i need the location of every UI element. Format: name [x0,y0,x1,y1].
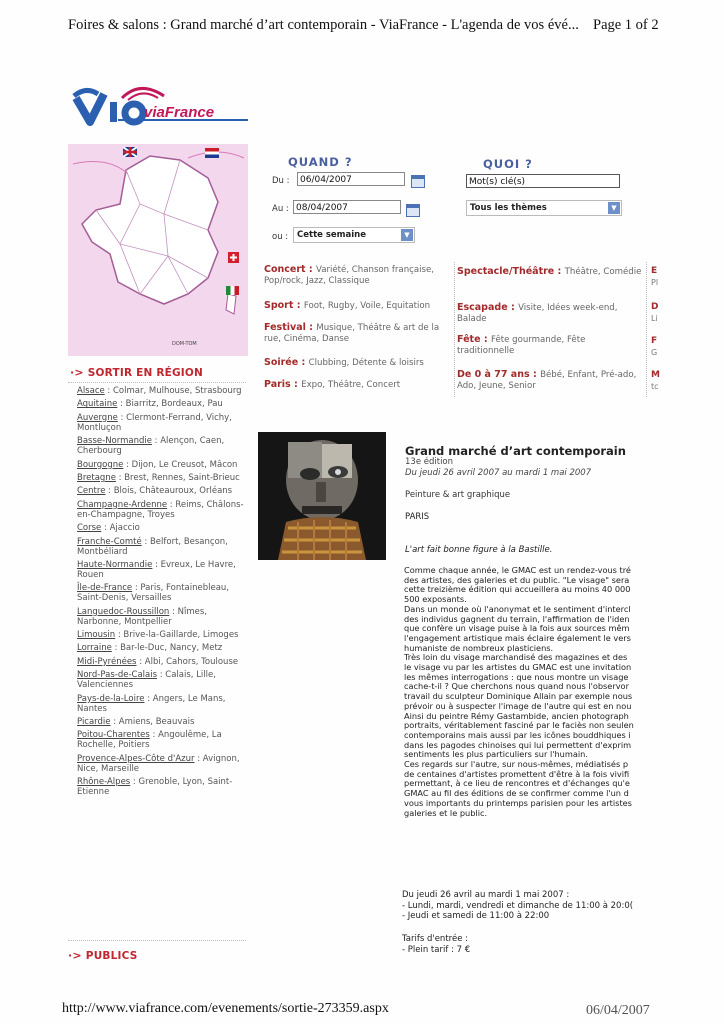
category-subitems-fragment: Pl [651,278,659,287]
region-item [77,386,247,396]
region-link[interactable]: Languedoc-Roussillon [77,606,170,617]
region-item [77,537,247,557]
category-title-link[interactable]: Escapade [457,302,508,313]
category-separator: : [554,266,565,277]
region-link[interactable]: Alsace [77,386,105,396]
calendar-icon[interactable] [411,175,425,188]
category-separator: : [480,334,491,345]
region-link[interactable]: Bourgogne [77,459,124,470]
category-subitems[interactable]: Bébé, Enfant, Pré-ado, Ado, Jeune, Senior [457,370,637,391]
sortir-en-region-title [70,366,203,379]
region-cities: : Evreux, Le Havre, Rouen [77,559,236,580]
region-item [77,460,247,470]
region-link[interactable]: Île-de-France [77,583,133,594]
arrow-icon: ·> [68,949,82,962]
publics-title[interactable] [68,949,137,962]
category-subitems[interactable]: Théâtre, Comédie [564,267,642,277]
period-select-value: Cette semaine [297,230,367,240]
region-link[interactable]: Limousin [77,630,116,641]
region-cities: : Angers, Le Mans, Nantes [77,693,226,714]
divider [68,382,246,383]
italy-flag-icon[interactable] [226,286,239,295]
theme-select-value: Tous les thèmes [470,203,547,213]
category-item-cut[interactable] [651,302,658,324]
region-link[interactable]: Pays-de-la-Loire [77,693,145,704]
netherlands-flag-icon[interactable] [205,148,219,158]
event-tarifs: Tarifs d'entrée : - Plein tarif : 7 € [402,934,471,955]
category-title-link[interactable]: Spectacle/Théâtre [457,266,555,277]
print-title: Foires & salons : Grand marché d’art contemporain - ViaFrance - L'agenda de vos évé... [68,17,579,33]
au-label: Au : [272,204,289,214]
region-item [77,523,247,533]
region-cities: : Alençon, Caen, Cherbourg [77,436,225,457]
category-separator: : [298,357,309,368]
france-region-map[interactable] [68,144,248,356]
region-cities: : Brive-la-Gaillarde, Limoges [115,630,239,641]
region-item [77,754,247,774]
category-title-link[interactable]: Festival [264,322,306,333]
category-subitems[interactable]: Expo, Théâtre, Concert [301,380,401,390]
du-label: Du : [272,176,290,186]
region-item [77,777,247,797]
category-subitems[interactable]: Foot, Rugby, Voile, Equitation [303,301,431,311]
swiss-flag-icon[interactable] [228,252,239,263]
divider [454,262,455,397]
category-title-link[interactable]: Paris [264,379,291,390]
region-cities: : Calais, Lille, Valenciennes [77,670,216,691]
category-subitems-fragment: tc [651,382,659,391]
category-subitems[interactable]: Musique, Théâtre & art de la rue, Cinéma, Danse [264,323,440,344]
region-cities: : Bar-le-Duc, Nancy, Metz [111,643,223,654]
region-cities: : Dijon, Le Creusot, Mâcon [123,459,238,470]
category-item-cut[interactable] [651,266,658,288]
region-link[interactable]: Aquitaine [77,399,118,410]
category-title-link[interactable]: Sport [264,300,294,311]
region-list [77,386,247,801]
region-link[interactable]: Centre [77,486,106,497]
category-separator: : [293,300,304,311]
category-item [457,369,643,392]
region-cities: : Avignon, Nice, Marseille [77,753,240,774]
region-item [77,607,247,627]
region-item [77,436,247,456]
region-item [77,500,247,520]
region-item [77,670,247,690]
category-subitems-fragment: G [651,348,658,357]
print-page-number: Page 1 of 2 [593,17,659,33]
date-to-input[interactable]: 08/04/2007 [293,200,401,214]
quoi-title: QUOI ? [483,157,533,171]
region-item [77,560,247,580]
region-cities: : Blois, Châteauroux, Orléans [105,486,233,497]
region-link[interactable]: Haute-Normandie [77,559,153,570]
category-subitems[interactable]: Fête gourmande, Fête traditionnelle [457,335,586,356]
category-item-cut[interactable] [651,370,660,392]
chevron-down-icon: ▼ [608,202,620,214]
keywords-input[interactable]: Mot(s) clé(s) [466,174,620,188]
region-link[interactable]: Bretagne [77,472,116,483]
category-separator: : [305,322,317,333]
region-cities: : Angoulême, La Rochelle, Poitiers [77,730,222,751]
category-separator: : [529,369,541,380]
region-cities: : Albi, Cahors, Toulouse [136,656,239,667]
logo-wordmark: viaFrance [144,104,215,121]
region-link[interactable]: Poitou-Charentes [77,730,150,741]
chevron-down-icon: ▼ [401,229,413,241]
region-link[interactable]: Champagne-Ardenne [77,499,168,510]
region-cities: : Reims, Châlons-en-Champagne, Troyes [77,499,244,520]
region-item [77,643,247,653]
event-city: PARIS [405,512,430,522]
category-title-link[interactable]: De 0 à 77 ans [457,369,530,380]
region-cities: : Nîmes, Narbonne, Montpellier [77,606,207,627]
region-cities: : Ajaccio [101,523,140,534]
category-title-link[interactable]: Fête [457,334,481,345]
event-schedule: Du jeudi 26 avril au mardi 1 mai 2007 : - Lundi, mardi, vendredi et dimanche de 11:00 à 20:0( - Jeudi et samedi de 11:00 à 22:00 [402,890,634,921]
region-cities: : Paris, Fontainebleau, Saint-Denis, Versailles [77,583,230,604]
region-item [77,694,247,714]
category-title-fragment: D [651,302,659,312]
print-header [68,17,668,34]
region-item [77,486,247,496]
event-title: Grand marché d’art contemporain [405,444,626,458]
region-item [77,730,247,750]
france-map-icon [68,144,248,356]
theme-select[interactable] [466,200,622,216]
category-item [457,266,643,278]
category-item [264,300,450,312]
divider [68,940,246,941]
event-edition: 13e édition [405,457,454,467]
print-footer-date: 06/04/2007 [586,1003,650,1018]
category-item [264,322,450,345]
region-item [77,717,247,727]
category-separator: : [507,302,519,313]
sortir-title-label: SORTIR EN RÉGION [87,367,204,379]
category-subitems-fragment: Li [651,314,658,323]
map-caption: DOM-TOM [172,341,197,347]
region-item [77,413,247,433]
uk-flag-icon[interactable] [123,147,137,157]
region-cities: : Colmar, Mulhouse, Strasbourg [104,386,242,396]
category-separator: : [290,379,302,390]
divider [646,262,647,397]
category-subitems[interactable]: Variété, Chanson française, Pop/rock, Jazz, Classique [264,265,435,286]
region-link[interactable]: Rhône-Alpes [77,777,131,788]
region-cities: : Amiens, Beauvais [110,717,195,728]
region-item [77,583,247,603]
region-link[interactable]: Midi-Pyrénées [77,656,137,667]
region-link[interactable]: Provence-Alpes-Côte d'Azur [77,753,195,764]
ou-label: ou : [272,232,289,242]
category-item [264,264,450,287]
region-item [77,473,247,483]
region-link[interactable]: Auvergne [77,412,118,423]
category-item [264,379,450,391]
region-cities: : Clermont-Ferrand, Vichy, Montluçon [77,412,232,433]
category-title-fragment: F [651,336,658,346]
category-item [264,357,450,369]
category-title-link[interactable]: Concert [264,264,306,275]
category-item [457,334,643,357]
region-link[interactable]: Basse-Normandie [77,436,152,447]
category-separator: : [305,264,316,275]
event-artwork-image [258,432,386,560]
region-link[interactable]: Lorraine [77,643,112,654]
category-subitems[interactable]: Clubbing, Détente & loisirs [308,358,424,368]
region-cities: : Belfort, Besançon, Montbéliard [77,536,228,557]
date-from-input[interactable]: 06/04/2007 [297,172,405,186]
publics-title-label: PUBLICS [85,950,138,962]
region-cities: : Brest, Rennes, Saint-Brieuc [115,472,240,483]
arrow-icon: ·> [70,366,84,379]
event-tagline: L'art fait bonne figure à la Bastille. [405,545,553,555]
event-category[interactable]: Peinture & art graphique [405,490,511,500]
category-title-fragment: E [651,266,658,276]
category-item [457,302,643,325]
event-description: Comme chaque année, le GMAC est un rendez-vous tré des artistes, des galeries et du public. "Le visage" sera cette treizième édition qui accueillera au moins 40 000 500 exposants. Dans un monde où l'anonymat et le sentiment d'intercl des individus gagnent du terrain, l'affirmation de l'iden que confère un visage puise à la fois aux sources mêm l'engagement artistique mais éclaire également le vers humaniste de nombreux plasticiens. Très loin du visage marchandisé des magazines et des le visage vu par les artistes du GMAC est une invitation les mêmes interrogations : que nous montre un visage cache-t-il ? Que cherchons nous quand nous l'observor travail du sculpteur Dominique Allain par exemple nous prévoir ou à suspecter l'image de l'autre qui est en nou Ainsi du peintre Rémy Gastambide, ancien photograph portraits, véritablement fasciné par le faciès non seulen contemporains mais aussi par les icônes bouddhiques i dans les pagodes chinoises qui lui permettent d'exprim sentiments les plus particuliers sur l'humain. Ces regards sur l'autre, sur nous-mêmes, médiatisés p de centaines d'artistes promettent d'être à la fois vivifi permettant, à ce lieu de rencontres et d'échanges qu'e GMAC au fil des éditions de se confirmer comme l'un d vous importants du printemps parisien pour les artistes galeries et le public. [404,566,634,818]
quand-title: QUAND ? [288,155,353,169]
viafrance-logo[interactable] [72,82,252,128]
print-footer-url: http://www.viafrance.com/evenements/sortie-273359.aspx [62,1001,389,1016]
calendar-icon[interactable] [406,204,420,217]
region-item [77,657,247,667]
category-title-fragment: M [651,370,660,380]
category-title-link[interactable]: Soirée [264,357,299,368]
region-cities: : Grenoble, Lyon, Saint-Etienne [77,777,233,798]
category-item-cut[interactable] [651,336,657,358]
event-dates: Du jeudi 26 avril 2007 au mardi 1 mai 2007 [405,468,592,478]
region-link[interactable]: Picardie [77,717,111,728]
region-link[interactable]: Nord-Pas-de-Calais [77,670,158,681]
region-cities: : Biarritz, Bordeaux, Pau [117,399,223,410]
category-subitems[interactable]: Visite, Idées week-end, Balade [457,303,618,324]
period-select[interactable] [293,227,415,243]
region-item [77,630,247,640]
region-link[interactable]: Franche-Comté [77,536,142,547]
region-item [77,399,247,409]
region-link[interactable]: Corse [77,523,102,534]
